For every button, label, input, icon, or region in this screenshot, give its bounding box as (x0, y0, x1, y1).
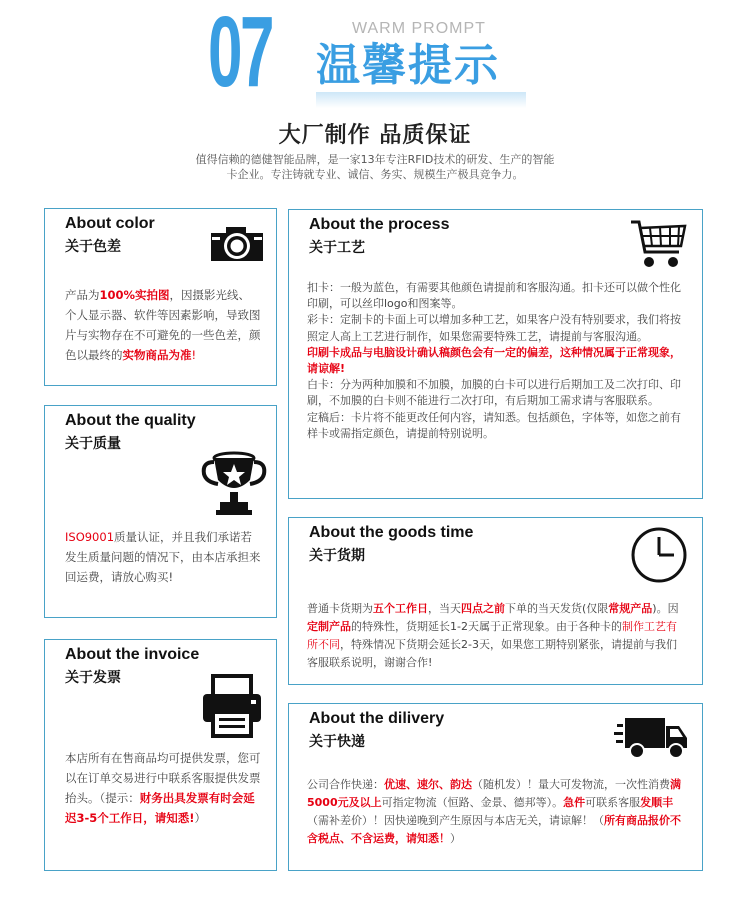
highlight-text: 定制产品 (307, 620, 351, 633)
highlight-text: 满5000元及以上 (307, 778, 681, 809)
quality-body (65, 527, 261, 587)
cart-icon (629, 218, 689, 270)
delivery-box (288, 703, 703, 871)
process-en-title: About the process (309, 216, 450, 233)
title-reflection (316, 92, 526, 108)
goods-time-en-title: About the goods time (309, 524, 474, 541)
text-run: （随机发）！量大可发物流，一次性消费 (472, 778, 670, 791)
text-run: 可联系客服 (585, 796, 641, 809)
printer-icon (199, 674, 265, 738)
text-run: ! (191, 348, 197, 362)
section-number: 07 (208, 0, 273, 108)
text-run: ，特殊情况下货期会延长2-3天，如果您工期特别紧张，请提前与我们客服联系说明，谢谢合作! (307, 638, 677, 669)
text-run: 公司合作快递： (307, 778, 384, 791)
invoice-box (44, 639, 277, 871)
delivery-en-title: About the dilivery (309, 710, 445, 727)
section-cn-title: 温馨提示 (316, 40, 500, 91)
text-run: 产品为 (65, 288, 100, 302)
quality-en-title: About the quality (65, 412, 196, 429)
process-paragraph: 彩卡：定制卡的卡面上可以增加多种工艺，如果客户没有特别要求，我们将按照定人高上工艺进行制作，如果您需要特殊工艺，请提前与客服沟通。 (307, 313, 681, 343)
text-run: ） (194, 811, 207, 825)
text-run: 下单的当天发货(仅限 (505, 602, 609, 615)
truck-icon (613, 716, 689, 760)
highlight-text: 制作工艺有所不同 (307, 620, 677, 651)
text-run: 可指定物流（恒路、金景、德邦等）。 (381, 796, 564, 809)
highlight-text: 常规产品 (608, 602, 653, 615)
intro-text (170, 152, 580, 182)
text-run: ，当天 (428, 602, 461, 615)
text-run: 的特殊性，货期延长1-2天属于正常现象。由于各种卡的 (351, 620, 622, 633)
process-paragraph: 扣卡：一般为蓝色，有需要其他颜色请提前和客服沟通。扣卡还可以做个性化印刷，可以丝印logo和图案等。 (307, 281, 681, 311)
text-run: 普通卡货期为 (307, 602, 373, 615)
trophy-icon (200, 450, 268, 518)
text-run: ） (450, 832, 461, 845)
text-run: 本店所有在售商品均可提供发票，您可以在订单交易进行中联系客服提供发票抬头。（提示： (65, 751, 261, 805)
goods-time-box (288, 517, 703, 685)
highlight-text: 四点之前 (461, 602, 505, 615)
highlight-text: 发顺丰 (640, 796, 674, 809)
delivery-body (307, 776, 683, 848)
highlight-text: 五个工作日 (373, 602, 428, 615)
highlight-text: 急件 (563, 796, 586, 809)
process-body (307, 280, 683, 442)
process-warning: 印刷卡成品与电脑设计确认稿颜色会有一定的偏差，这种情况属于正常现象，请谅解! (307, 345, 681, 376)
text-run: ，因摄影光线、个人显示器、软件等因素影响，导致图片与实物存在不可避免的一些色差，颜色以最终的 (65, 288, 261, 362)
highlight-text: 100%实拍图 (99, 288, 170, 302)
highlight-text: 优速、速尔、韵达 (384, 778, 472, 791)
quality-box (44, 405, 277, 618)
process-paragraph: 白卡：分为两种加膜和不加膜，加膜的白卡可以进行后期加工及二次打印、印刷，不加膜的白卡则不能进行二次打印，有后期加工需求请与客服联系。 (307, 378, 681, 408)
process-zh-title: 关于工艺 (309, 240, 365, 256)
highlight-text: 所有商品报价不含税点、不含运费，请知悉！ (307, 814, 681, 845)
color-en-title: About color (65, 215, 155, 232)
highlight-text: ISO9001 (65, 530, 115, 544)
text-run: （需补差价）！因快递晚到产生原因与本店无关，请谅解！（ (307, 814, 604, 827)
color-zh-title: 关于色差 (65, 239, 121, 255)
camera-icon (209, 225, 265, 263)
process-paragraph: 定稿后：卡片将不能更改任何内容，请知悉。包括颜色，字体等，如您之前有样卡或需指定颜色，请提前特别说明。 (307, 410, 681, 440)
text-run: 质量认证，并且我们承诺若发生质量问题的情况下，由本店承担来回运费，请放心购买! (65, 530, 261, 584)
invoice-body (65, 748, 261, 828)
intro-line: 卡企业。专注铸就专业、诚信、务实、规模生产极具竞争力。 (226, 168, 524, 181)
goods-time-zh-title: 关于货期 (309, 548, 365, 564)
delivery-zh-title: 关于快递 (309, 734, 365, 750)
process-box (288, 209, 703, 499)
invoice-zh-title: 关于发票 (65, 670, 121, 686)
highlight-text: 财务出具发票有时会延迟3-5个工作日，请知悉! (65, 791, 255, 825)
goods-time-body (307, 600, 683, 672)
intro-line: 值得信赖的德健智能品牌，是一家13年专注RFID技术的研发、生产的智能 (195, 153, 555, 166)
color-box (44, 208, 277, 386)
highlight-text: 实物商品为准 (122, 348, 192, 362)
text-run: )。因 (652, 602, 679, 615)
color-body (65, 285, 261, 365)
invoice-en-title: About the invoice (65, 646, 200, 663)
quality-zh-title: 关于质量 (65, 436, 121, 452)
clock-icon (630, 526, 688, 584)
section-en-title: WARM PROMPT (352, 20, 486, 37)
slogan: 大厂制作 品质保证 (278, 123, 472, 148)
